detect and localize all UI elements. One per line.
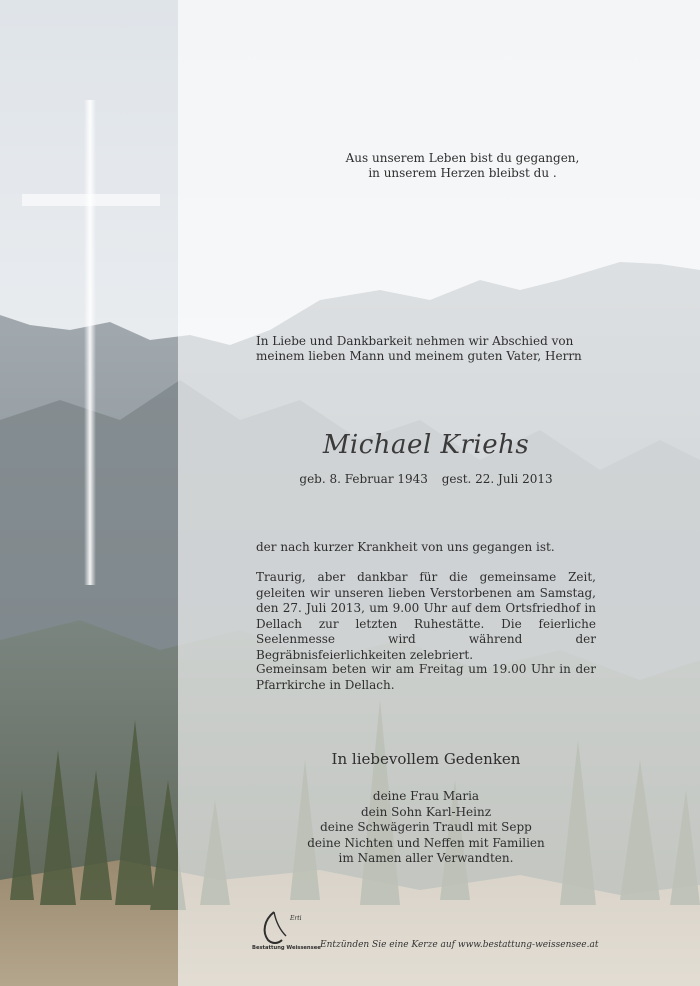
family-member: im Namen aller Verwandten. [338, 851, 514, 865]
svg-text:Erti: Erti [290, 915, 302, 922]
deceased-name: Michael Kriehs [322, 430, 530, 460]
candle-link-text: Entzünden Sie eine Kerze auf www.bestattung-weissensee.at [320, 940, 599, 950]
paragraph-cause: der nach kurzer Krankheit von uns gegangen ist. [256, 540, 555, 554]
family-member: dein Sohn Karl-Heinz [360, 804, 492, 819]
death-date: gest. 22. Juli 2013 [441, 472, 553, 486]
memory-heading: In liebevollem Gedenken [331, 750, 521, 768]
paragraph-funeral: Traurig, aber dankbar für die gemeinsame Zeit, geleiten wir unseren lieben Verstorbenen am Samstag, den 27. Juli 2013, um 9.00 Uhr auf dem Ortsfriedhof in Dellach zur letzten Ruhestätte. Die feierliche Seelenmesse wird während der Begräbnisfeierlichkeiten zelebriert. [256, 570, 596, 662]
life-dates [256, 472, 596, 486]
poem [330, 151, 595, 181]
poem-line: Aus unserem Leben bist du gegangen, [345, 151, 580, 165]
family-member: deine Frau Maria [372, 789, 480, 803]
family-list [256, 789, 596, 867]
funeral-home-logo [252, 906, 324, 952]
paragraph-prayer: Gemeinsam beten wir am Freitag um 19.00 Uhr in der Pfarrkirche in Dellach. [256, 662, 596, 692]
birth-date: geb. 8. Februar 1943 [299, 472, 428, 486]
intro-text: In Liebe und Dankbarkeit nehmen wir Abschied von meinem lieben Mann und meinem guten Vater, Herrn [256, 334, 582, 363]
family-member: deine Nichten und Neffen mit Familien [307, 835, 545, 850]
family-member: deine Schwägerin Traudl mit Sepp [320, 820, 532, 834]
svg-text:Bestattung Weissensee: Bestattung Weissensee [252, 945, 321, 951]
poem-line: in unserem Herzen bleibst du . [368, 166, 557, 180]
footer [252, 906, 602, 956]
